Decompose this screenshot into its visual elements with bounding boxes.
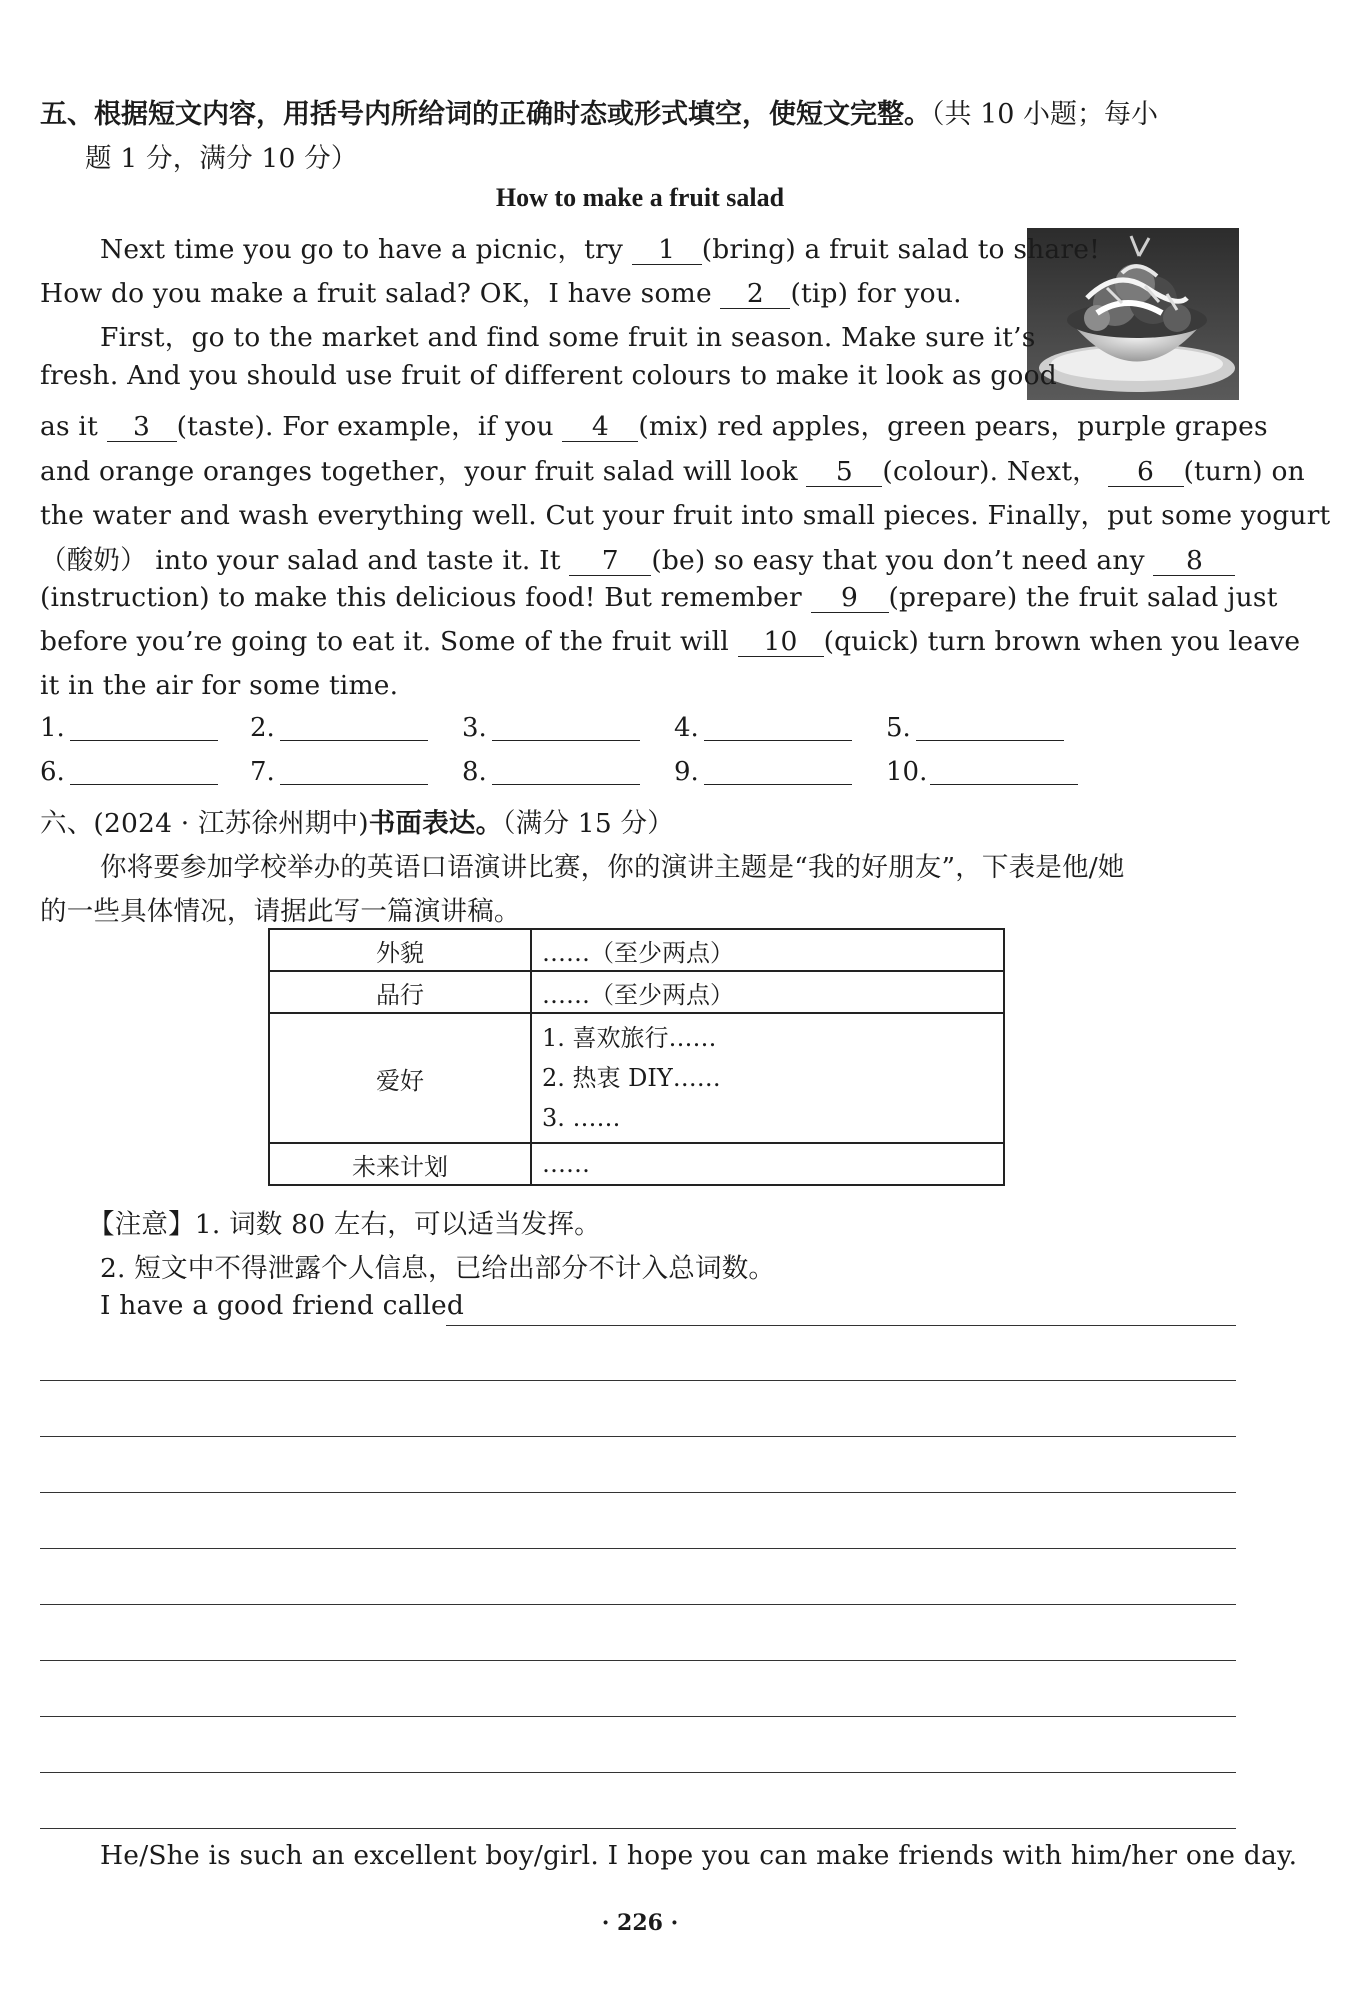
blank-8[interactable]: 8 <box>1153 547 1235 576</box>
answer-5[interactable]: 5. <box>886 713 911 743</box>
passage-line-8: （酸奶） into your salad and taste it. It 7 (be) so easy that you don’t need any 8 <box>40 538 1235 577</box>
writing-line[interactable] <box>40 1380 1236 1381</box>
blank-7[interactable]: 7 <box>569 547 651 576</box>
table-val-character: ……（至少两点） <box>531 971 1004 1013</box>
page-number: · 226 · <box>601 1910 679 1936</box>
passage-title: How to make a fruit salad <box>495 183 785 212</box>
answer-4[interactable]: 4. <box>674 713 699 743</box>
table-val-appearance: ……（至少两点） <box>531 929 1004 971</box>
table-val-hobbies <box>531 1013 1004 1143</box>
section6-title: 书面表达。 <box>368 808 503 839</box>
answer-3[interactable]: 3. <box>462 713 487 743</box>
table-row <box>269 1143 1004 1185</box>
section6-source: 六、(2024 · 江苏徐州期中) <box>40 808 369 839</box>
blank-2[interactable]: 2 <box>720 280 790 309</box>
answer-6[interactable]: 6. <box>40 757 65 787</box>
section6-heading <box>40 801 674 840</box>
answer-7[interactable]: 7. <box>250 757 275 787</box>
passage-line-7: the water and wash everything well. Cut your fruit into small pieces. Finally，put some yogurt <box>40 500 1331 531</box>
answer-1[interactable]: 1. <box>40 713 65 743</box>
section6-intro-2: 的一些具体情况，请据此写一篇演讲稿。 <box>40 896 521 927</box>
passage-line-1: Next time you go to have a picnic，try 1 (bring) a fruit salad to share! <box>100 234 1100 265</box>
hobby-3: 3. …… <box>542 1104 621 1132</box>
answer-8[interactable]: 8. <box>462 757 487 787</box>
blank-6[interactable]: 6 <box>1108 458 1184 487</box>
table-key-character: 品行 <box>269 971 531 1013</box>
section5-points: （共 10 小题；每小 <box>931 99 1159 130</box>
writing-line[interactable] <box>40 1828 1236 1829</box>
friend-info-table <box>268 928 1005 1186</box>
table-key-appearance: 外貌 <box>269 929 531 971</box>
table-row <box>269 1013 1004 1143</box>
table-row <box>269 971 1004 1013</box>
writing-line[interactable] <box>40 1604 1236 1605</box>
passage-line-3: First，go to the market and find some fruit in season. Make sure it’s <box>100 322 1036 353</box>
writing-end: He/She is such an excellent boy/girl. I hope you can make friends with him/her one day. <box>100 1840 1298 1871</box>
passage-line-9: (instruction) to make this delicious food! But remember 9 (prepare) the fruit salad just <box>40 582 1278 613</box>
passage-line-2: How do you make a fruit salad? OK，I have some 2 (tip) for you. <box>40 278 962 309</box>
writing-line[interactable] <box>40 1716 1236 1717</box>
writing-line[interactable] <box>40 1436 1236 1437</box>
blank-1[interactable]: 1 <box>632 236 702 265</box>
hobby-1: 1. 喜欢旅行…… <box>542 1024 717 1052</box>
section6-intro-1: 你将要参加学校举办的英语口语演讲比赛，你的演讲主题是“我的好朋友”，下表是他/她 <box>100 852 1125 883</box>
passage-line-6: and orange oranges together，your fruit salad will look 5 (colour). Next， 6 (turn) on <box>40 456 1305 487</box>
section5-heading-text: 五、根据短文内容，用括号内所给词的正确时态或形式填空，使短文完整。 <box>40 99 931 130</box>
blank-4[interactable]: 4 <box>562 413 638 442</box>
answer-2[interactable]: 2. <box>250 713 275 743</box>
table-key-future-plan: 未来计划 <box>269 1143 531 1185</box>
blank-9[interactable]: 9 <box>811 584 889 613</box>
passage-line-11: it in the air for some time. <box>40 670 399 701</box>
notes-2: 2. 短文中不得泄露个人信息，已给出部分不计入总词数。 <box>100 1253 776 1284</box>
writing-line[interactable] <box>40 1772 1236 1773</box>
blank-3[interactable]: 3 <box>107 413 177 442</box>
writing-line-first[interactable] <box>446 1325 1236 1326</box>
writing-line[interactable] <box>40 1548 1236 1549</box>
writing-start: I have a good friend called <box>100 1290 465 1321</box>
table-row <box>269 929 1004 971</box>
answer-10[interactable]: 10. <box>886 757 927 787</box>
writing-line[interactable] <box>40 1660 1236 1661</box>
notes-1: 【注意】1. 词数 80 左右，可以适当发挥。 <box>88 1209 601 1240</box>
section6-points: （满分 15 分） <box>502 808 674 839</box>
writing-line[interactable] <box>40 1492 1236 1493</box>
blank-5[interactable]: 5 <box>806 458 882 487</box>
table-val-future-plan: …… <box>531 1143 1004 1185</box>
section5-heading <box>40 92 1158 131</box>
section5-points-cont: 题 1 分，满分 10 分） <box>85 143 358 174</box>
passage-line-5: as it 3 (taste). For example，if you 4 (mix) red apples，green pears，purple grapes <box>40 411 1268 442</box>
answer-9[interactable]: 9. <box>674 757 699 787</box>
passage-line-4: fresh. And you should use fruit of different colours to make it look as good <box>40 360 1057 391</box>
table-key-hobbies: 爱好 <box>269 1013 531 1143</box>
passage-line-10: before you’re going to eat it. Some of the fruit will 10 (quick) turn brown when you leave <box>40 626 1301 657</box>
hobby-2: 2. 热衷 DIY…… <box>542 1064 721 1092</box>
blank-10[interactable]: 10 <box>738 628 824 657</box>
